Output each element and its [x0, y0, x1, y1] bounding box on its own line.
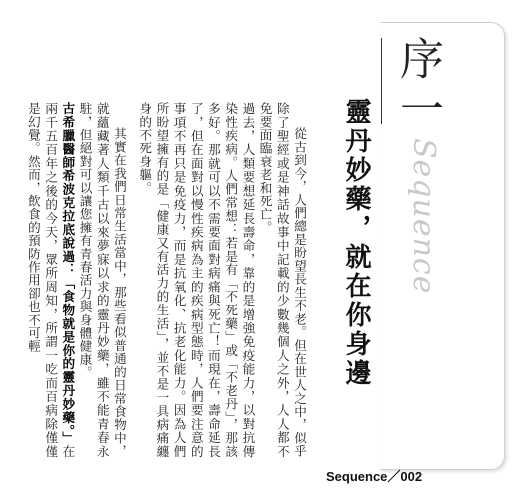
- paragraph-2-part-3: 在兩千五百年之後的今天，眾所周知，所謂一吃而百病除僅僅是幻覺。然而，飲食的預防作用卻也不可輕: [25, 102, 76, 458]
- hippocrates-quote: 古希臘醫師希波克拉底說過：「食物就是你的靈丹妙藥。」: [60, 102, 76, 445]
- paragraph-2: [25, 102, 128, 458]
- preface-title: 序一: [392, 36, 443, 136]
- paragraph-1-part-2: 過去，人類要想延長壽命，靠的是增強免疫能力，以對抗傳染性疾病。人們常想：若是有「不死藥」或「不老丹」，那該多好。那就可以不需要面對病痛與死亡！而現在，壽命延長了，但在面對以慢性疾病為主的疾病型態時，人們要注意的事項不再只是免疫力，而是抗氧化、抗老化能力。因為人們所盼望擁有的是「健康又有活力的生活」，並不是一具病痛纏身的不死身軀。: [137, 102, 256, 458]
- paragraph-2-part-1: 其實在我們日常生活當中，那些看似普通的日常食物中，就蘊藏著人類千古以來夢寐以求的靈丹妙藥，雖不能青春永駐，但絕對可以讓您擁有青春活力與身體健康。: [77, 102, 127, 458]
- paragraph-1: [136, 102, 308, 458]
- sequence-watermark: Sequence: [406, 138, 441, 295]
- preface-subtitle: 靈丹妙藥，就在你身邊: [341, 98, 371, 388]
- preface-body: [25, 102, 308, 458]
- page-number-footer: Sequence／002: [326, 469, 423, 484]
- title-divider: [381, 38, 382, 124]
- paragraph-1-part-1: 從古到今，人們總是盼望長生不老。但在世人之中，似乎除了聖經或是神話故事中記載的少數幾個人之外，人人都不免要面臨衰老和死亡。: [257, 102, 307, 458]
